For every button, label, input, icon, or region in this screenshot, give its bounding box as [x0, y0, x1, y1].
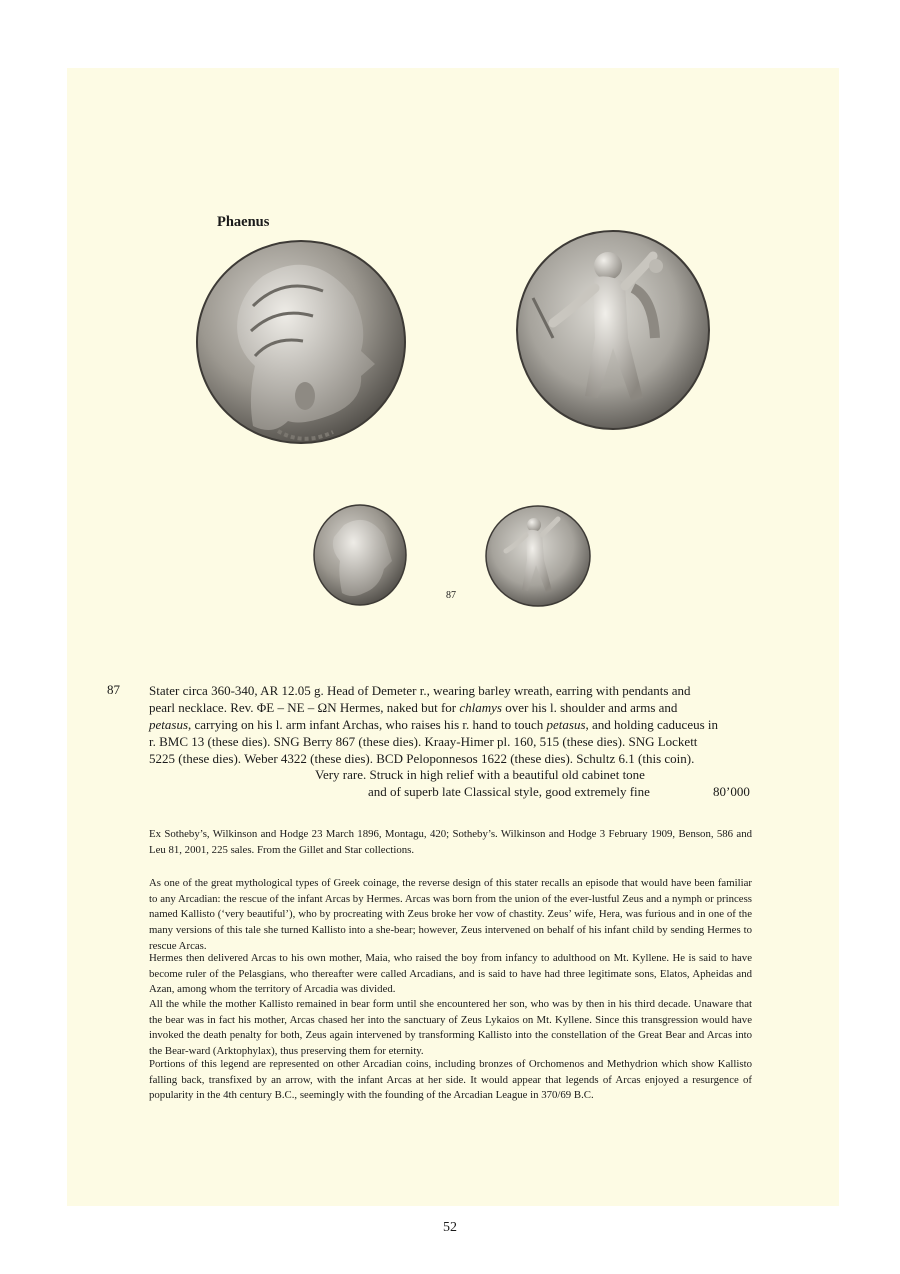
desc-line: Stater circa 360-340, AR 12.05 g. Head of Demeter r., wearing barley wreath, earring with pendants and	[149, 683, 691, 698]
estimate-price: 80’000	[713, 784, 750, 799]
lot-description	[149, 682, 752, 767]
desc-line: pearl necklace. Rev. ΦE – NE – ΩN Hermes, naked but for chlamys over his l. shoulder and arms and	[149, 700, 678, 715]
section-heading: Phaenus	[217, 214, 270, 230]
desc-line: petasus, carrying on his l. arm infant Archas, who raises his r. hand to touch petasus, and holding caduceus in	[149, 717, 719, 732]
lot-number: 87	[107, 682, 120, 697]
photo-label: 87	[446, 590, 456, 601]
desc-line: r. BMC 13 (these dies). SNG Berry 867 (these dies). Kraay-Himer pl. 160, 515 (these dies). SNG Lockett	[149, 734, 698, 749]
coin-obverse-large	[193, 236, 409, 446]
page-number: 52	[443, 1220, 457, 1235]
grade-line-2: and of superb late Classical style, good extremely fine	[368, 784, 650, 799]
commentary-paragraph: Portions of this legend are represented on other Arcadian coins, including bronzes of Orchomenos and Methydrion which show Kallisto falling back, transfixed by an arrow, with the infant Arcas at her side. It would appear that legends of Arcas enjoyed a resurgence of popularity in the 4th century B.C., seemingly with the founding of the Arcadian League in 370/69 B.C.	[149, 1058, 752, 1102]
desc-line: 5225 (these dies). Weber 4322 (these dies). BCD Peloponnesos 1622 (these dies). Schultz 6.1 (this coin).	[149, 751, 695, 766]
commentary-paragraph: As one of the great mythological types of Greek coinage, the reverse design of this stater recalls an episode that would have been familiar to any Arcadian: the rescue of the infant Arcas by Hermes. Arcas was born from the union of the ever-lustful Zeus and a nymph or princess named Kallisto (‘very beautiful’), who by procreating with Zeus broke her vow of chastity. Zeus’ wife, Hera, was furious and in one of the many versions of this tale she turned Kallisto into a she-bear; however, Zeus intervened on behalf of his infant child by sending Hermes to rescue Arcas.	[149, 877, 752, 952]
coin-reverse-small	[484, 505, 592, 608]
grade-line-1: Very rare. Struck in high relief with a beautiful old cabinet tone	[315, 767, 645, 782]
coin-reverse-large	[513, 228, 713, 433]
provenance-note: Ex Sotheby’s, Wilkinson and Hodge 23 March 1896, Montagu, 420; Sotheby’s. Wilkinson and Hodge 3 February 1909, Benson, 586 and Leu 81, 2001, 225 sales. From the Gillet and Star collections.	[149, 828, 752, 856]
commentary-paragraph: All the while the mother Kallisto remained in bear form until she encountered her son, who was by then in his third decade. Unaware that the bear was in fact his mother, Arcas chased her into the sanctuary of Zeus Lykaios on Mt. Kyllene. Since this transgression would have invoked the death penalty for both, Zeus again intervened by transforming Kallisto into the constellation of the Great Bear and Arcas into the Bear-ward (Arktophylax), thus preserving them for eternity.	[149, 998, 752, 1058]
commentary-paragraph: Hermes then delivered Arcas to his own mother, Maia, who raised the boy from infancy to adulthood on Mt. Kyllene. He is said to have become ruler of the Pelasgians, who thereafter were called Arcadians, and is said to have had three legitimate sons, Elatos, Apheidas and Azan, among whom the territory of Arcadia was divided.	[149, 952, 752, 996]
coin-obverse-small	[312, 503, 408, 607]
